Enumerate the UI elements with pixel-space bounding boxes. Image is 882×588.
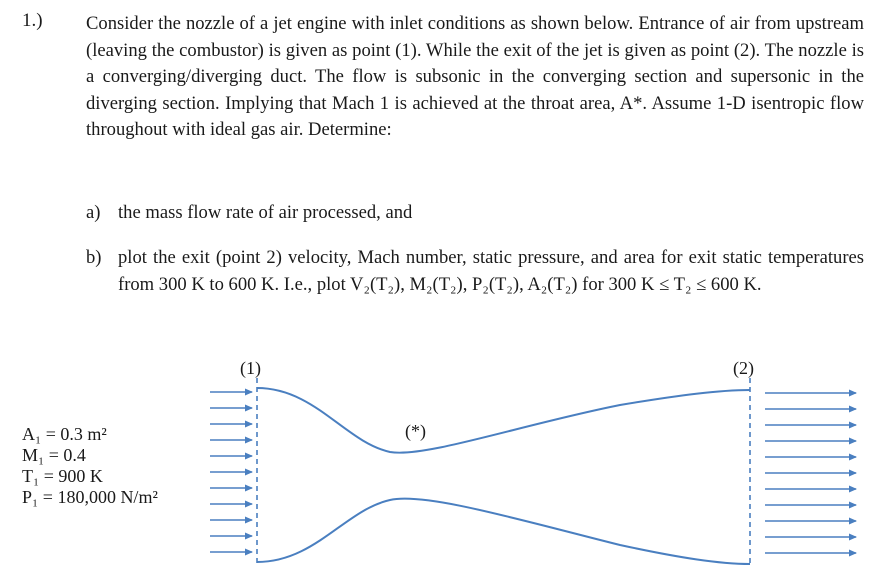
given-mach: M₁ = 0.4 — [22, 445, 86, 465]
part-b-label: b) — [86, 247, 102, 268]
given-area: A₁ = 0.3 m² — [22, 424, 107, 444]
inlet-flow-arrows — [210, 392, 252, 552]
problem-number: 1.) — [22, 10, 43, 31]
station-2-label: (2) — [733, 358, 754, 378]
given-temperature: T₁ = 900 K — [22, 466, 103, 486]
nozzle-upper-wall — [257, 388, 750, 453]
part-a-label: a) — [86, 202, 101, 223]
part-a-text: the mass flow rate of air processed, and — [118, 202, 413, 223]
station-1-label: (1) — [240, 358, 261, 378]
nozzle-lower-wall — [257, 499, 750, 564]
given-pressure: P₁ = 180,000 N/m² — [22, 487, 158, 507]
part-b-text: plot the exit (point 2) velocity, Mach number, static pressure, and area for exit static temperatures from 300 K to 600 K. I.e., plot V₂(T₂), M₂(T₂), P₂(T₂), A₂(T₂) for 300 K ≤ T₂ ≤ 600 K. — [118, 247, 864, 295]
outlet-flow-arrows — [765, 393, 856, 553]
throat-label: (*) — [405, 421, 426, 441]
problem-statement: Consider the nozzle of a jet engine with inlet conditions as shown below. Entrance of air from upstream (leaving the combustor) is given as point (1). While the exit of the jet is given as point (2). The nozzle is a converging/diverging duct. The flow is subsonic in the converging section and supersonic in the diverging section. Implying that Mach 1 is achieved at the throat area, A*. Assume 1-D isentropic flow throughout with ideal gas air. Determine: — [86, 13, 864, 141]
